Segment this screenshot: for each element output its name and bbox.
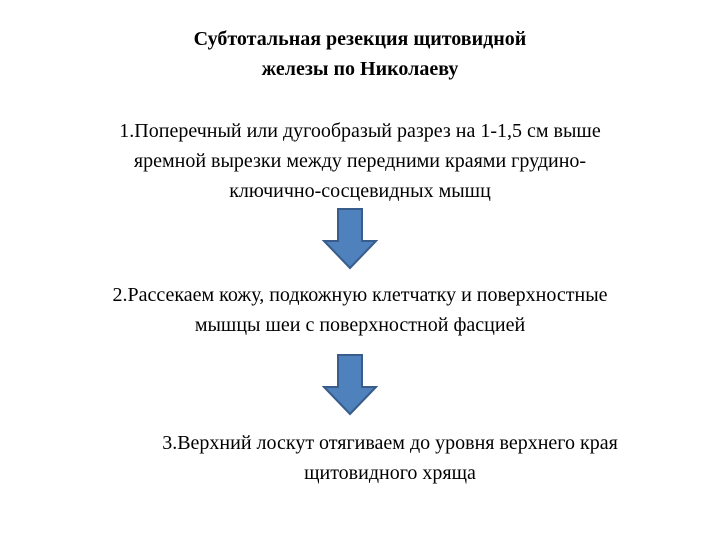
step-2-line-1: 2.Рассекаем кожу, подкожную клетчатку и поверхностные: [112, 284, 608, 306]
step-1: [0, 116, 720, 206]
step-3-line-1: 3.Верхний лоскут отягиваем до уровня верхнего края: [162, 432, 618, 454]
down-arrow-icon: [322, 208, 378, 270]
step-1-line-2: яремной вырезки между передними краями грудино-: [133, 150, 587, 172]
down-arrow-icon: [322, 354, 378, 416]
step-1-line-3: ключично-сосцевидных мышц: [229, 180, 491, 202]
arrow-1-shape: [324, 209, 376, 268]
title-line-2: железы по Николаеву: [261, 58, 459, 80]
step-3-line-2: щитовидного хряща: [304, 462, 476, 484]
step-2: [0, 280, 720, 340]
slide-title: [0, 24, 720, 84]
step-2-line-2: мышцы шеи с поверхностной фасцией: [194, 314, 526, 336]
step-3: [60, 428, 720, 488]
step-1-line-1: 1.Поперечный или дугообразый разрез на 1-1,5 см выше: [119, 120, 601, 142]
title-line-1: Субтотальная резекция щитовидной: [193, 28, 527, 50]
arrow-2-shape: [324, 355, 376, 414]
